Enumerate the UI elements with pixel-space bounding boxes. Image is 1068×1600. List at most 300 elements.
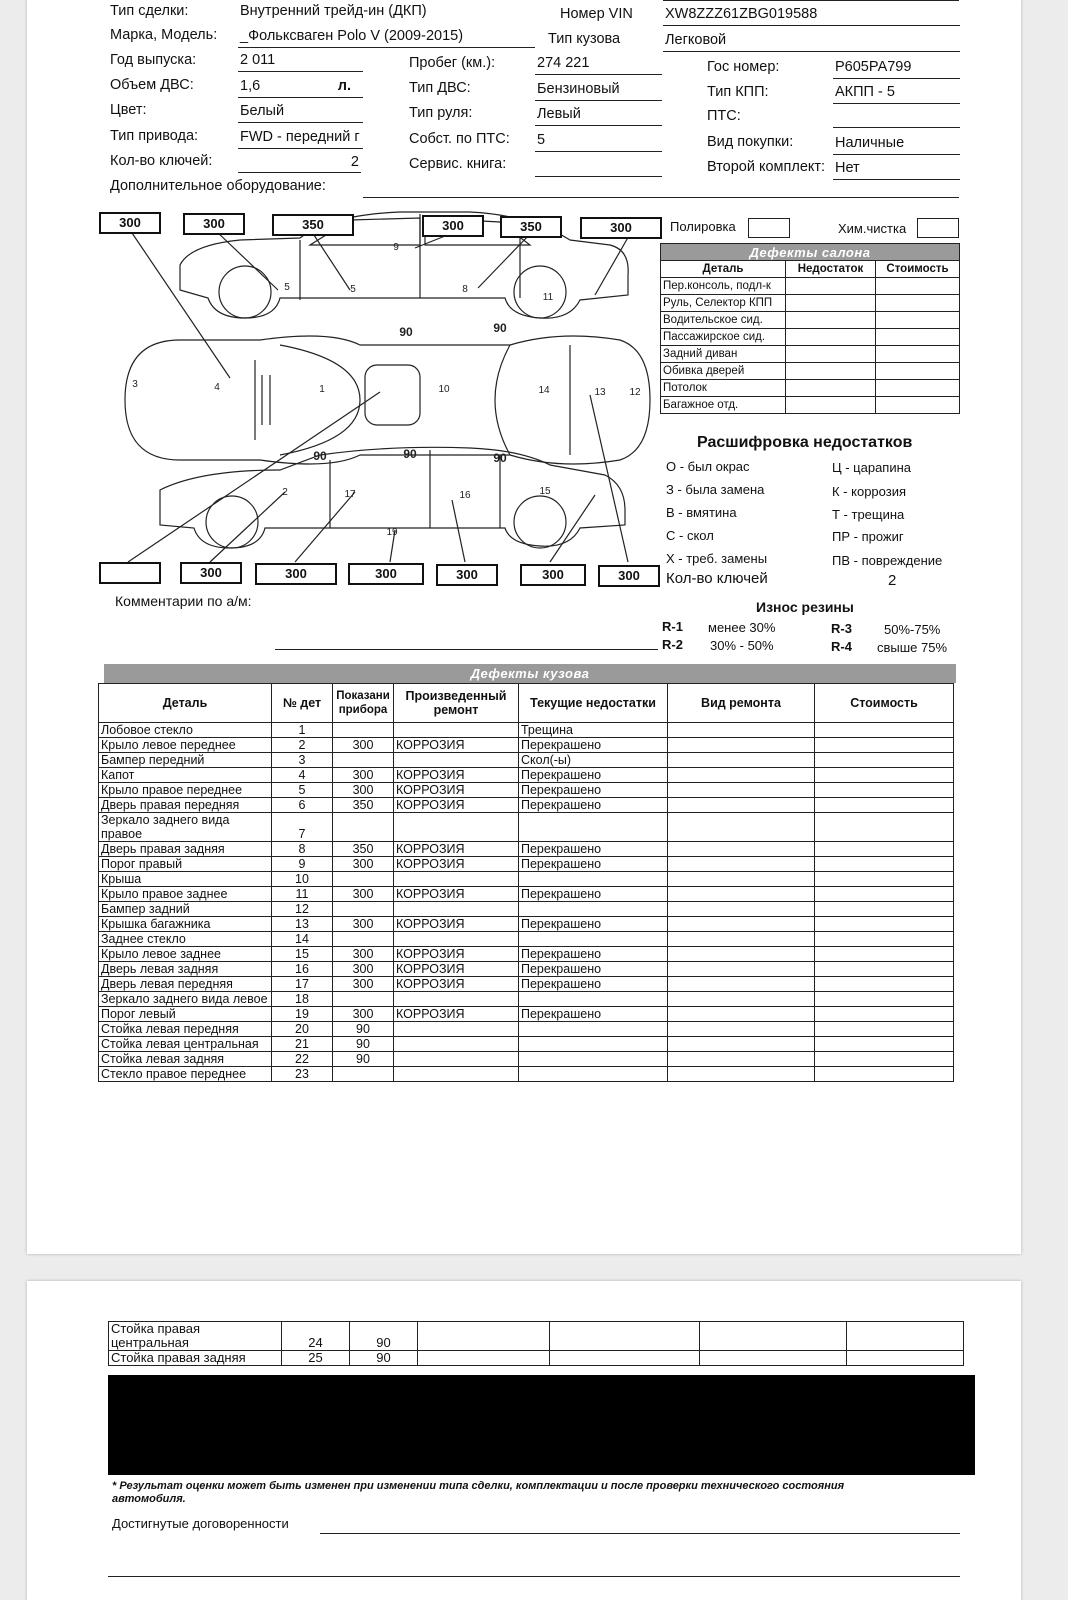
comments-label: Комментарии по а/м: (115, 593, 252, 609)
pts-label: ПТС: (707, 108, 741, 124)
table-row (99, 1052, 954, 1067)
repair-cell (394, 932, 519, 947)
part-cell: Дверь левая передняя (99, 977, 272, 992)
current-cell: Перекрашено (519, 917, 668, 932)
legend-item: В - вмятина (666, 505, 737, 520)
reading-box-bottom-5: 300 (436, 564, 498, 586)
current-cell (519, 813, 668, 842)
current-cell: Перекрашено (519, 947, 668, 962)
table-row (99, 753, 954, 768)
reading-box-top-3: 350 (272, 214, 354, 236)
repair-type-cell (668, 753, 815, 768)
drive-label: Тип привода: (110, 128, 199, 144)
current-cell (519, 992, 668, 1007)
tire-code: R-1 (662, 619, 683, 634)
legend-item: З - была замена (666, 482, 765, 497)
body-header-part: Деталь (99, 684, 272, 723)
current-cell (519, 902, 668, 917)
tire-range: 50%-75% (884, 622, 941, 637)
part-cell: Лобовое стекло (99, 723, 272, 738)
repair-cell: КОРРОЗИЯ (394, 768, 519, 783)
repair-type-cell (668, 768, 815, 783)
num-cell: 15 (272, 947, 333, 962)
engine-volume-number: 1,6 (240, 78, 261, 94)
table-row (661, 397, 960, 414)
num-cell: 6 (272, 798, 333, 813)
repair-cell (394, 1022, 519, 1037)
part-cell: Стойка левая задняя (99, 1052, 272, 1067)
reading-cell (333, 932, 394, 947)
cost-cell (815, 962, 954, 977)
num-cell: 8 (272, 842, 333, 857)
repair-type-cell (668, 813, 815, 842)
part-cell: Стойка правая задняя (109, 1351, 282, 1366)
table-row (99, 902, 954, 917)
body-type-value: Легковой (663, 32, 960, 52)
tire-code: R-4 (831, 639, 852, 654)
part-cell: Зеркало заднего вида правое (99, 813, 272, 842)
deal-type-label: Тип сделки: (110, 3, 189, 19)
current-cell: Перекрашено (519, 783, 668, 798)
color-label: Цвет: (110, 102, 147, 118)
table-row (661, 329, 960, 346)
current-cell: Перекрашено (519, 962, 668, 977)
tire-code: R-3 (831, 621, 852, 636)
table-row (99, 992, 954, 1007)
reading-box-bottom-3: 300 (255, 563, 337, 585)
part-cell: Крыша (99, 872, 272, 887)
num-cell: 19 (272, 1007, 333, 1022)
current-cell: Перекрашено (519, 857, 668, 872)
engine-volume-label: Объем ДВС: (110, 77, 194, 93)
part-cell: Крыло правое заднее (99, 887, 272, 902)
table-row (99, 798, 954, 813)
reading-box-bottom-1 (99, 562, 161, 584)
table-row (109, 1351, 964, 1366)
cost-cell (815, 857, 954, 872)
service-book-label: Сервис. книга: (409, 156, 507, 172)
second-set-label: Второй комплект: (707, 159, 826, 175)
repair-type-cell (668, 857, 815, 872)
repair-cell: КОРРОЗИЯ (394, 977, 519, 992)
repair-cell (394, 753, 519, 768)
tire-wear-title: Износ резины (756, 599, 854, 615)
engine-type-label: Тип ДВС: (409, 80, 471, 96)
num-cell: 3 (272, 753, 333, 768)
num-cell: 18 (272, 992, 333, 1007)
cost-cell (815, 1022, 954, 1037)
cost-cell (815, 768, 954, 783)
keys-label: Кол-во ключей: (110, 153, 213, 169)
current-cell: Скол(-ы) (519, 753, 668, 768)
part-cell: Капот (99, 768, 272, 783)
salon-row-label: Багажное отд. (661, 397, 786, 414)
repair-type-cell (668, 738, 815, 753)
num-cell: 9 (272, 857, 333, 872)
repair-cell: КОРРОЗИЯ (394, 947, 519, 962)
zone-12-number: 12 (629, 387, 641, 398)
table-row (99, 887, 954, 902)
salon-header-cost: Стоимость (876, 261, 960, 278)
reading-cell: 300 (333, 857, 394, 872)
tire-range: свыше 75% (877, 640, 948, 655)
zone-13-number: 13 (594, 387, 606, 398)
vin-value: XW8ZZZ61ZBG019588 (663, 6, 960, 26)
repair-cell: КОРРОЗИЯ (394, 857, 519, 872)
salon-row-label: Обивка дверей (661, 363, 786, 380)
cost-cell (815, 917, 954, 932)
legend-item: Ц - царапина (832, 460, 912, 475)
table-row (661, 380, 960, 397)
repair-cell: КОРРОЗИЯ (394, 783, 519, 798)
cost-cell (847, 1351, 964, 1366)
current-cell: Перекрашено (519, 798, 668, 813)
pillar-reading-1: 90 (399, 325, 413, 339)
body-header-current: Текущие недостатки (519, 684, 668, 723)
table-row (661, 278, 960, 295)
legend-keys-value: 2 (888, 572, 897, 589)
repair-type-cell (668, 887, 815, 902)
part-cell: Бампер передний (99, 753, 272, 768)
table-row (99, 813, 954, 842)
chem-clean-label: Хим.чистка (838, 221, 907, 236)
num-cell: 25 (282, 1351, 350, 1366)
current-cell (550, 1351, 700, 1366)
salon-row-label: Пассажирское сид. (661, 329, 786, 346)
reading-cell: 350 (333, 842, 394, 857)
num-cell: 2 (272, 738, 333, 753)
zone-10-number: 10 (438, 384, 450, 395)
right-front-wheel (219, 266, 271, 318)
current-cell: Перекрашено (519, 842, 668, 857)
current-cell: Перекрашено (519, 768, 668, 783)
num-cell: 21 (272, 1037, 333, 1052)
repair-cell (394, 902, 519, 917)
table-row (99, 932, 954, 947)
repair-cell: КОРРОЗИЯ (394, 738, 519, 753)
repair-cell (418, 1322, 550, 1351)
cost-cell (815, 1052, 954, 1067)
part-cell: Стойка левая центральная (99, 1037, 272, 1052)
table-row (99, 842, 954, 857)
footnote: * Результат оценки может быть изменен при изменении типа сделки, комплектации и после проверки технического состояния автомобиля. (112, 1480, 845, 1505)
legend-item: Х - треб. замены (666, 551, 768, 566)
num-cell: 13 (272, 917, 333, 932)
gearbox-value: АКПП - 5 (833, 84, 960, 104)
part-cell: Крыло левое заднее (99, 947, 272, 962)
body-header-repair: Произведенный ремонт (394, 684, 519, 723)
reading-cell (333, 1067, 394, 1082)
salon-row-label: Потолок (661, 380, 786, 397)
salon-row-label: Водительское сид. (661, 312, 786, 329)
keys-value: 2 (238, 154, 361, 173)
mileage-value: 274 221 (535, 55, 662, 75)
zone-4-number: 4 (214, 382, 220, 393)
num-cell: 14 (272, 932, 333, 947)
reading-box-top-5: 350 (500, 216, 562, 238)
part-cell: Порог левый (99, 1007, 272, 1022)
zone-3-number: 3 (132, 379, 138, 390)
zone-17-number: 17 (344, 489, 356, 500)
repair-type-cell (668, 947, 815, 962)
repair-type-cell (668, 783, 815, 798)
cost-cell (815, 798, 954, 813)
table-row (99, 738, 954, 753)
cost-cell (815, 842, 954, 857)
repair-type-cell (668, 1022, 815, 1037)
table-row (109, 1322, 964, 1351)
reading-box-top-1: 300 (99, 212, 161, 234)
salon-row-label: Пер.консоль, подл-к (661, 278, 786, 295)
reading-box-bottom-6: 300 (520, 564, 586, 586)
reading-cell: 300 (333, 783, 394, 798)
reading-cell: 90 (333, 1037, 394, 1052)
reading-cell: 90 (350, 1322, 418, 1351)
reading-box-bottom-7: 300 (598, 565, 660, 587)
num-cell: 24 (282, 1322, 350, 1351)
reading-box-top-2: 300 (183, 213, 245, 235)
polish-label: Полировка (670, 219, 736, 234)
part-cell: Дверь левая задняя (99, 962, 272, 977)
cost-cell (815, 783, 954, 798)
year-label: Год выпуска: (110, 52, 197, 68)
legend-title: Расшифровка недостатков (697, 434, 913, 451)
table-row (99, 977, 954, 992)
current-cell: Перекрашено (519, 1007, 668, 1022)
right-rear-wheel (514, 266, 566, 318)
sunroof-outline (365, 365, 420, 425)
purchase-label: Вид покупки: (707, 134, 794, 150)
legend-item: Т - трещина (832, 507, 905, 522)
top-view-panels (255, 345, 570, 455)
table-row (661, 295, 960, 312)
num-cell: 11 (272, 887, 333, 902)
reading-cell (333, 902, 394, 917)
num-cell: 12 (272, 902, 333, 917)
gearbox-label: Тип КПП: (707, 84, 769, 100)
part-cell: Стойка правая центральная (109, 1322, 282, 1351)
reading-cell (333, 813, 394, 842)
left-rear-wheel (514, 496, 566, 548)
repair-cell (394, 1067, 519, 1082)
zone-5a-number: 5 (284, 282, 290, 293)
steering-value: Левый (535, 106, 662, 126)
num-cell: 10 (272, 872, 333, 887)
zone-9-number: 9 (393, 242, 399, 253)
table-row (99, 783, 954, 798)
part-cell: Заднее стекло (99, 932, 272, 947)
table-row (99, 962, 954, 977)
legend-item: К - коррозия (832, 484, 906, 499)
owners-value: 5 (535, 132, 662, 152)
zone-16-number: 16 (459, 490, 471, 501)
salon-defects-table (660, 243, 960, 414)
num-cell: 5 (272, 783, 333, 798)
tire-code: R-2 (662, 637, 683, 652)
zone-11-number: 11 (542, 292, 554, 303)
part-cell: Крыло правое переднее (99, 783, 272, 798)
table-row (99, 1037, 954, 1052)
part-cell: Дверь правая задняя (99, 842, 272, 857)
salon-row-label: Руль, Селектор КПП (661, 295, 786, 312)
plate-label: Гос номер: (707, 59, 780, 75)
zone-14-number: 14 (538, 385, 550, 396)
zone-1-number: 1 (319, 384, 325, 395)
repair-cell: КОРРОЗИЯ (394, 842, 519, 857)
repair-type-cell (668, 872, 815, 887)
num-cell: 20 (272, 1022, 333, 1037)
year-value: 2 011 (238, 52, 363, 72)
legend-item: ПР - прожиг (832, 529, 904, 544)
table-row (99, 1067, 954, 1082)
table-row (99, 872, 954, 887)
zone-15-number: 15 (539, 486, 551, 497)
agreements-label: Достигнутые договоренности (112, 1516, 289, 1531)
zone-19-number: 19 (386, 527, 398, 538)
body-header-repair-type: Вид ремонта (668, 684, 815, 723)
pillar-reading-3: 90 (313, 449, 327, 463)
reading-cell (333, 872, 394, 887)
reading-cell (333, 753, 394, 768)
body-defects-table (98, 683, 954, 1082)
reading-box-top-6: 300 (580, 217, 662, 239)
num-cell: 7 (272, 813, 333, 842)
body-defects-title: Дефекты кузова (104, 664, 956, 683)
reading-box-bottom-2: 300 (180, 562, 242, 584)
table-row (99, 768, 954, 783)
cost-cell (815, 932, 954, 947)
model-value: _Фольксваген Polo V (2009-2015) (238, 28, 535, 48)
repair-type-cell (668, 977, 815, 992)
body-header-cost: Стоимость (815, 684, 954, 723)
repair-type-cell (668, 917, 815, 932)
bottom-pointer-lines (128, 392, 628, 562)
body-type-label: Тип кузова (548, 31, 621, 47)
table-row (99, 1007, 954, 1022)
repair-type-cell (668, 798, 815, 813)
engine-volume-unit: л. (337, 78, 351, 94)
body-header-reading: Показани прибора (333, 684, 394, 723)
repair-type-cell (668, 1007, 815, 1022)
current-cell: Перекрашено (519, 738, 668, 753)
vin-label: Номер VIN (560, 6, 633, 22)
repair-type-cell (668, 992, 815, 1007)
reading-cell: 300 (333, 947, 394, 962)
reading-box-bottom-4: 300 (348, 563, 424, 585)
part-cell: Стойка левая передняя (99, 1022, 272, 1037)
repair-type-cell (668, 902, 815, 917)
repair-type-cell (668, 932, 815, 947)
current-cell (519, 1052, 668, 1067)
reading-cell: 90 (333, 1022, 394, 1037)
part-cell: Бампер задний (99, 902, 272, 917)
chem-clean-checkbox (917, 218, 959, 238)
reading-cell: 300 (333, 768, 394, 783)
table-row (661, 312, 960, 329)
second-set-value: Нет (833, 160, 960, 180)
reading-cell: 300 (333, 917, 394, 932)
zone-5b-number: 5 (350, 284, 356, 295)
repair-cell: КОРРОЗИЯ (394, 798, 519, 813)
table-row (661, 363, 960, 380)
part-cell: Крыло левое переднее (99, 738, 272, 753)
engine-type-value: Бензиновый (535, 81, 662, 101)
table-row (99, 917, 954, 932)
num-cell: 16 (272, 962, 333, 977)
reading-cell: 300 (333, 738, 394, 753)
part-cell: Порог правый (99, 857, 272, 872)
repair-type-cell (700, 1322, 847, 1351)
cost-cell (815, 887, 954, 902)
reading-cell: 350 (333, 798, 394, 813)
reading-cell: 300 (333, 977, 394, 992)
current-cell (519, 1037, 668, 1052)
current-cell: Трещина (519, 723, 668, 738)
pillar-reading-2: 90 (493, 321, 507, 335)
agreements-line-2 (108, 1576, 960, 1577)
agreements-line-1 (320, 1533, 960, 1534)
table-row (99, 947, 954, 962)
cost-cell (815, 902, 954, 917)
repair-type-cell (668, 1067, 815, 1082)
deal-type-value: Внутренний трейд-ин (ДКП) (240, 3, 427, 19)
body-header-num: № дет (272, 684, 333, 723)
repair-type-cell (668, 1052, 815, 1067)
current-cell (519, 872, 668, 887)
repair-type-cell (668, 842, 815, 857)
repair-cell (418, 1351, 550, 1366)
repair-type-cell (668, 962, 815, 977)
current-cell (550, 1322, 700, 1351)
zone-8-number: 8 (462, 284, 468, 295)
reading-cell: 300 (333, 887, 394, 902)
body-defects-table-continued (108, 1321, 964, 1366)
top-pointer-lines (130, 230, 630, 378)
repair-cell: КОРРОЗИЯ (394, 962, 519, 977)
repair-cell (394, 813, 519, 842)
repair-cell (394, 723, 519, 738)
repair-cell (394, 992, 519, 1007)
legend-item: ПВ - повреждение (832, 553, 943, 568)
repair-cell: КОРРОЗИЯ (394, 917, 519, 932)
part-cell: Крышка багажника (99, 917, 272, 932)
repair-type-cell (700, 1351, 847, 1366)
plate-value: Р605РА799 (833, 59, 960, 79)
owners-label: Собст. по ПТС: (409, 131, 510, 147)
cost-cell (815, 977, 954, 992)
num-cell: 17 (272, 977, 333, 992)
reading-cell (333, 992, 394, 1007)
cost-cell (815, 1037, 954, 1052)
comments-line (275, 649, 658, 650)
reading-cell: 300 (333, 1007, 394, 1022)
legend-item: О - был окрас (666, 459, 750, 474)
tire-range: 30% - 50% (710, 638, 774, 653)
salon-defects-title: Дефекты салона (661, 244, 960, 261)
zone-2-number: 2 (282, 487, 288, 498)
current-cell: Перекрашено (519, 977, 668, 992)
salon-header-defect: Недостаток (786, 261, 876, 278)
cost-cell (815, 753, 954, 768)
redacted-block (108, 1375, 975, 1475)
repair-cell (394, 1037, 519, 1052)
steering-label: Тип руля: (409, 105, 473, 121)
num-cell: 4 (272, 768, 333, 783)
cost-cell (815, 992, 954, 1007)
extra-equipment-label: Дополнительное оборудование: (110, 178, 326, 194)
repair-type-cell (668, 723, 815, 738)
model-label: Марка, Модель: (110, 27, 218, 43)
